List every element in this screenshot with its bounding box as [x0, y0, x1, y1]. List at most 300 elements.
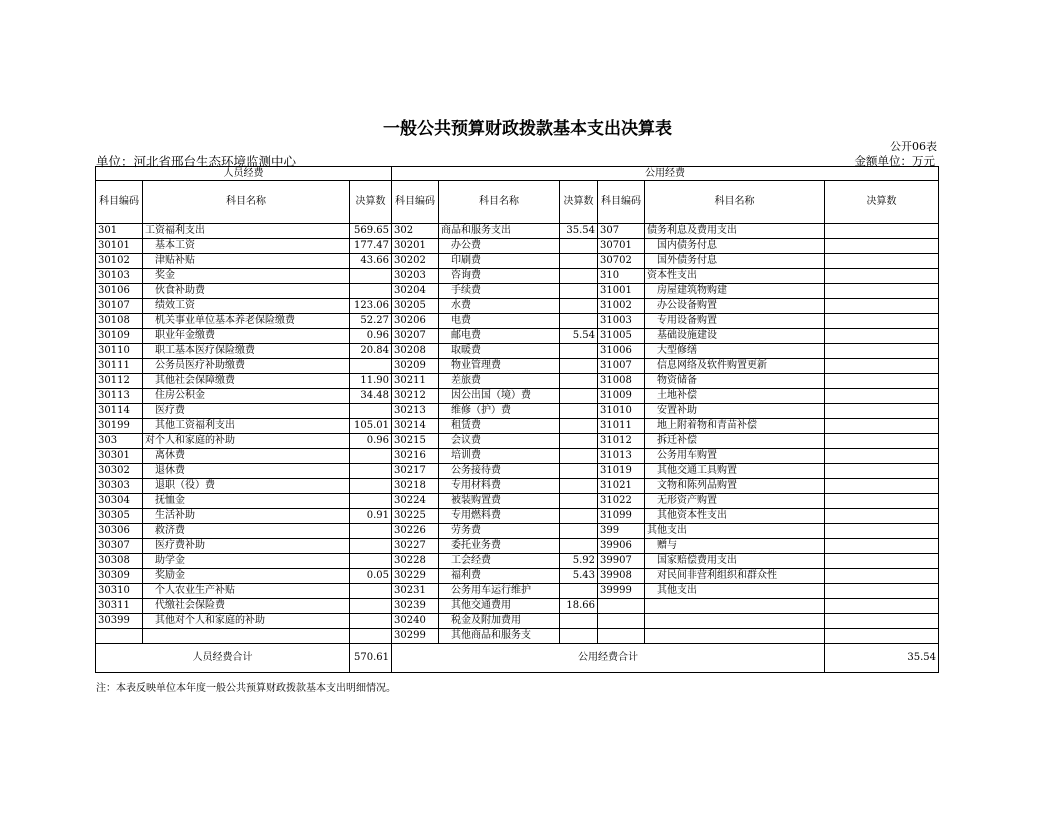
cell-name: 生活补助: [143, 509, 350, 524]
cell-amount: [825, 629, 939, 644]
cell-code: 30308: [96, 554, 143, 569]
cell-amount: 18.66: [560, 599, 598, 614]
table-row: [96, 404, 939, 419]
cell-code: 303: [96, 434, 143, 449]
public-total-value: 35.54: [825, 644, 939, 673]
table-row: [96, 389, 939, 404]
cell-code: [598, 614, 645, 629]
cell-code: 31013: [598, 449, 645, 464]
cell-code: 301: [96, 224, 143, 239]
cell-amount: [350, 629, 392, 644]
cell-name: 物资储备: [645, 374, 825, 389]
cell-name: 专用燃料费: [439, 509, 560, 524]
cell-code: 30299: [392, 629, 439, 644]
table-row: [96, 254, 939, 269]
cell-amount: [560, 449, 598, 464]
cell-code: 31010: [598, 404, 645, 419]
table-row: [96, 239, 939, 254]
table-row: [96, 314, 939, 329]
cell-amount: 105.01: [350, 419, 392, 434]
table-row: [96, 284, 939, 299]
cell-code: 30209: [392, 359, 439, 374]
cell-code: 31005: [598, 329, 645, 344]
cell-amount: 0.05: [350, 569, 392, 584]
cell-amount: [350, 554, 392, 569]
cell-code: 30114: [96, 404, 143, 419]
cell-name: 其他工资福利支出: [143, 419, 350, 434]
cell-code: 30217: [392, 464, 439, 479]
cell-amount: 569.65: [350, 224, 392, 239]
cell-name: 抚恤金: [143, 494, 350, 509]
table-row: [96, 299, 939, 314]
cell-name: 公务员医疗补助缴费: [143, 359, 350, 374]
cell-amount: 11.90: [350, 374, 392, 389]
cell-amount: [825, 269, 939, 284]
cell-code: 30224: [392, 494, 439, 509]
cell-amount: [825, 239, 939, 254]
table-row: [96, 599, 939, 614]
cell-amount: 5.92: [560, 554, 598, 569]
cell-amount: [560, 464, 598, 479]
cell-code: 31099: [598, 509, 645, 524]
cell-name: 公务用车运行维护: [439, 584, 560, 599]
cell-code: 30307: [96, 539, 143, 554]
cell-name: 水费: [439, 299, 560, 314]
cell-amount: 5.54: [560, 329, 598, 344]
cell-amount: [560, 524, 598, 539]
cell-amount: [560, 629, 598, 644]
cell-amount: [825, 584, 939, 599]
cell-name: 专用设备购置: [645, 314, 825, 329]
cell-name: 租赁费: [439, 419, 560, 434]
cell-amount: [825, 359, 939, 374]
cell-name: 退休费: [143, 464, 350, 479]
cell-amount: [825, 344, 939, 359]
cell-name: 培训费: [439, 449, 560, 464]
cell-name: 工会经费: [439, 554, 560, 569]
cell-name: 土地补偿: [645, 389, 825, 404]
cell-amount: [825, 539, 939, 554]
cell-name: [645, 629, 825, 644]
table-row: [96, 614, 939, 629]
table-row: [96, 569, 939, 584]
cell-code: 30202: [392, 254, 439, 269]
table-row: [96, 269, 939, 284]
cell-code: 30109: [96, 329, 143, 344]
cell-name: 医疗费补助: [143, 539, 350, 554]
cell-code: 30111: [96, 359, 143, 374]
cell-name: [645, 599, 825, 614]
cell-amount: [560, 434, 598, 449]
cell-amount: [825, 599, 939, 614]
cell-name: 伙食补助费: [143, 284, 350, 299]
header-amount: 决算数: [825, 181, 939, 224]
cell-amount: [350, 479, 392, 494]
cell-name: 房屋建筑物购建: [645, 284, 825, 299]
cell-amount: [825, 509, 939, 524]
cell-amount: [825, 224, 939, 239]
cell-name: 福利费: [439, 569, 560, 584]
cell-name: 其他商品和服务支: [439, 629, 560, 644]
cell-code: 30231: [392, 584, 439, 599]
cell-name: 国内债务付息: [645, 239, 825, 254]
cell-code: 30113: [96, 389, 143, 404]
table-row: [96, 374, 939, 389]
cell-amount: [825, 389, 939, 404]
header-amount: 决算数: [350, 181, 392, 224]
cell-code: 30309: [96, 569, 143, 584]
cell-amount: [350, 449, 392, 464]
header-name: 科目名称: [645, 181, 825, 224]
cell-name: 离休费: [143, 449, 350, 464]
cell-code: 30303: [96, 479, 143, 494]
cell-amount: [560, 614, 598, 629]
cell-amount: 35.54: [560, 224, 598, 239]
cell-name: 办公设备购置: [645, 299, 825, 314]
footnote: 注：本表反映单位本年度一般公共预算财政拨款基本支出明细情况。: [96, 683, 396, 694]
cell-amount: [560, 344, 598, 359]
cell-name: 对个人和家庭的补助: [143, 434, 350, 449]
cell-code: 310: [598, 269, 645, 284]
cell-code: 31009: [598, 389, 645, 404]
cell-name: 代缴社会保险费: [143, 599, 350, 614]
cell-code: 30225: [392, 509, 439, 524]
cell-code: 30112: [96, 374, 143, 389]
cell-code: 39908: [598, 569, 645, 584]
cell-code: 30301: [96, 449, 143, 464]
cell-amount: [560, 299, 598, 314]
cell-name: 津贴补贴: [143, 254, 350, 269]
cell-name: 公务用车购置: [645, 449, 825, 464]
cell-name: 商品和服务支出: [439, 224, 560, 239]
cell-code: 30101: [96, 239, 143, 254]
cell-amount: [560, 494, 598, 509]
cell-amount: [825, 254, 939, 269]
cell-amount: 20.84: [350, 344, 392, 359]
cell-name: 其他交通工具购置: [645, 464, 825, 479]
personnel-total-value: 570.61: [350, 644, 392, 673]
cell-code: [96, 629, 143, 644]
cell-name: 文物和陈列品购置: [645, 479, 825, 494]
cell-code: 30108: [96, 314, 143, 329]
cell-name: 其他支出: [645, 524, 825, 539]
cell-code: 30311: [96, 599, 143, 614]
cell-name: 奖金: [143, 269, 350, 284]
cell-name: 物业管理费: [439, 359, 560, 374]
cell-name: 公务接待费: [439, 464, 560, 479]
cell-amount: 34.48: [350, 389, 392, 404]
cell-code: 30702: [598, 254, 645, 269]
cell-name: 因公出国（境）费: [439, 389, 560, 404]
cell-amount: [350, 284, 392, 299]
cell-code: 31001: [598, 284, 645, 299]
cell-name: [645, 614, 825, 629]
cell-code: 31011: [598, 419, 645, 434]
cell-code: 30228: [392, 554, 439, 569]
header-code: 科目编码: [598, 181, 645, 224]
cell-amount: [825, 374, 939, 389]
public-total-label: 公用经费合计: [392, 644, 825, 673]
cell-code: 30216: [392, 449, 439, 464]
cell-name: 取暖费: [439, 344, 560, 359]
cell-name: 咨询费: [439, 269, 560, 284]
table-row: [96, 344, 939, 359]
cell-code: 31008: [598, 374, 645, 389]
header-name: 科目名称: [143, 181, 350, 224]
cell-code: 30208: [392, 344, 439, 359]
cell-name: 维修（护）费: [439, 404, 560, 419]
cell-amount: [560, 239, 598, 254]
page-title: 一般公共预算财政拨款基本支出决算表: [383, 119, 672, 139]
cell-amount: [825, 449, 939, 464]
cell-amount: [560, 584, 598, 599]
cell-code: 30239: [392, 599, 439, 614]
cell-code: 30701: [598, 239, 645, 254]
cell-name: 职工基本医疗保险缴费: [143, 344, 350, 359]
cell-code: 307: [598, 224, 645, 239]
table-row: [96, 509, 939, 524]
cell-amount: [825, 614, 939, 629]
cell-amount: 0.91: [350, 509, 392, 524]
cell-name: 办公费: [439, 239, 560, 254]
cell-name: 印刷费: [439, 254, 560, 269]
table-row: [96, 329, 939, 344]
cell-name: 安置补助: [645, 404, 825, 419]
cell-code: 30226: [392, 524, 439, 539]
cell-name: 国家赔偿费用支出: [645, 554, 825, 569]
table-row: [96, 464, 939, 479]
cell-code: 30229: [392, 569, 439, 584]
cell-code: 30240: [392, 614, 439, 629]
cell-amount: [560, 539, 598, 554]
cell-code: 30203: [392, 269, 439, 284]
cell-name: 被装购置费: [439, 494, 560, 509]
cell-amount: [560, 419, 598, 434]
cell-code: 31002: [598, 299, 645, 314]
cell-name: 专用材料费: [439, 479, 560, 494]
cell-code: [598, 599, 645, 614]
cell-code: 30213: [392, 404, 439, 419]
cell-name: 邮电费: [439, 329, 560, 344]
cell-name: 电费: [439, 314, 560, 329]
cell-code: 30201: [392, 239, 439, 254]
cell-code: 30212: [392, 389, 439, 404]
cell-amount: [350, 599, 392, 614]
cell-amount: [350, 359, 392, 374]
cell-name: 助学金: [143, 554, 350, 569]
cell-code: 30204: [392, 284, 439, 299]
group-public: 公用经费: [392, 167, 939, 181]
cell-amount: [560, 359, 598, 374]
cell-name: 劳务费: [439, 524, 560, 539]
cell-amount: [825, 299, 939, 314]
cell-name: 无形资产购置: [645, 494, 825, 509]
table-row: [96, 539, 939, 554]
cell-name: 基础设施建设: [645, 329, 825, 344]
cell-name: 基本工资: [143, 239, 350, 254]
totals-row: [96, 644, 939, 673]
cell-code: 39999: [598, 584, 645, 599]
cell-code: 30110: [96, 344, 143, 359]
cell-code: 31019: [598, 464, 645, 479]
cell-name: 住房公积金: [143, 389, 350, 404]
cell-amount: [825, 419, 939, 434]
cell-code: 30206: [392, 314, 439, 329]
cell-amount: [825, 464, 939, 479]
cell-code: 39907: [598, 554, 645, 569]
table-row: [96, 629, 939, 644]
cell-code: 30305: [96, 509, 143, 524]
cell-code: 30205: [392, 299, 439, 314]
column-header-row: [96, 181, 939, 224]
table-row: [96, 434, 939, 449]
cell-amount: 123.06: [350, 299, 392, 314]
cell-code: 31021: [598, 479, 645, 494]
cell-code: 31012: [598, 434, 645, 449]
cell-amount: [825, 404, 939, 419]
cell-amount: [350, 524, 392, 539]
header-code: 科目编码: [96, 181, 143, 224]
cell-code: 31006: [598, 344, 645, 359]
cell-name: 债务利息及费用支出: [645, 224, 825, 239]
cell-name: 资本性支出: [645, 269, 825, 284]
cell-amount: [825, 494, 939, 509]
cell-name: [143, 629, 350, 644]
personnel-total-label: 人员经费合计: [96, 644, 350, 673]
cell-name: 国外债务付息: [645, 254, 825, 269]
cell-code: 39906: [598, 539, 645, 554]
cell-name: 其他资本性支出: [645, 509, 825, 524]
cell-amount: [825, 524, 939, 539]
cell-amount: 43.66: [350, 254, 392, 269]
table-row: [96, 524, 939, 539]
cell-amount: [560, 404, 598, 419]
cell-amount: [560, 479, 598, 494]
cell-name: 对民间非营利组织和群众性: [645, 569, 825, 584]
cell-name: 救济费: [143, 524, 350, 539]
cell-code: 30107: [96, 299, 143, 314]
cell-amount: [825, 554, 939, 569]
cell-name: 赠与: [645, 539, 825, 554]
cell-name: 机关事业单位基本养老保险缴费: [143, 314, 350, 329]
cell-code: 30304: [96, 494, 143, 509]
cell-code: 30218: [392, 479, 439, 494]
cell-amount: [560, 389, 598, 404]
cell-amount: [350, 539, 392, 554]
cell-code: 30306: [96, 524, 143, 539]
cell-code: 30199: [96, 419, 143, 434]
cell-name: 医疗费: [143, 404, 350, 419]
cell-name: 手续费: [439, 284, 560, 299]
cell-code: 30310: [96, 584, 143, 599]
cell-amount: [350, 584, 392, 599]
cell-amount: [560, 374, 598, 389]
expenditure-table: [95, 166, 939, 673]
cell-code: 30214: [392, 419, 439, 434]
cell-code: 30102: [96, 254, 143, 269]
cell-name: 职业年金缴费: [143, 329, 350, 344]
table-row: [96, 494, 939, 509]
cell-name: 会议费: [439, 434, 560, 449]
cell-amount: [350, 404, 392, 419]
cell-amount: [825, 569, 939, 584]
cell-name: 委托业务费: [439, 539, 560, 554]
cell-code: 31007: [598, 359, 645, 374]
cell-amount: 177.47: [350, 239, 392, 254]
table-row: [96, 479, 939, 494]
cell-amount: 0.96: [350, 434, 392, 449]
cell-name: 地上附着物和青苗补偿: [645, 419, 825, 434]
cell-code: [598, 629, 645, 644]
cell-code: 399: [598, 524, 645, 539]
money-unit-label: 金额单位：万元: [854, 154, 935, 168]
cell-amount: [350, 614, 392, 629]
cell-code: 30399: [96, 614, 143, 629]
cell-amount: [825, 284, 939, 299]
header-code: 科目编码: [392, 181, 439, 224]
cell-name: 其他对个人和家庭的补助: [143, 614, 350, 629]
cell-name: 信息网络及软件购置更新: [645, 359, 825, 374]
cell-amount: 0.96: [350, 329, 392, 344]
cell-code: 31003: [598, 314, 645, 329]
cell-name: 税金及附加费用: [439, 614, 560, 629]
table-row: [96, 224, 939, 239]
group-personnel: 人员经费: [96, 167, 392, 181]
cell-amount: [560, 269, 598, 284]
cell-amount: [825, 329, 939, 344]
cell-amount: [825, 314, 939, 329]
table-row: [96, 584, 939, 599]
cell-amount: 52.27: [350, 314, 392, 329]
table-row: [96, 419, 939, 434]
cell-name: 个人农业生产补贴: [143, 584, 350, 599]
cell-name: 退职（役）费: [143, 479, 350, 494]
cell-amount: [350, 269, 392, 284]
header-name: 科目名称: [439, 181, 560, 224]
cell-amount: [350, 494, 392, 509]
cell-code: 30207: [392, 329, 439, 344]
cell-code: 31022: [598, 494, 645, 509]
cell-code: 30215: [392, 434, 439, 449]
cell-name: 差旅费: [439, 374, 560, 389]
cell-code: 30103: [96, 269, 143, 284]
cell-name: 工资福利支出: [143, 224, 350, 239]
cell-name: 其他社会保障缴费: [143, 374, 350, 389]
cell-code: 30211: [392, 374, 439, 389]
cell-name: 奖励金: [143, 569, 350, 584]
cell-name: 其他交通费用: [439, 599, 560, 614]
table-row: [96, 359, 939, 374]
cell-code: 30106: [96, 284, 143, 299]
table-row: [96, 554, 939, 569]
cell-name: 大型修缮: [645, 344, 825, 359]
cell-amount: [825, 479, 939, 494]
cell-amount: [560, 254, 598, 269]
table-code: 公开06表: [890, 140, 937, 153]
cell-amount: [350, 464, 392, 479]
header-amount: 决算数: [560, 181, 598, 224]
group-header-row: [96, 167, 939, 181]
cell-code: 30302: [96, 464, 143, 479]
cell-amount: [560, 509, 598, 524]
cell-name: 绩效工资: [143, 299, 350, 314]
cell-code: 302: [392, 224, 439, 239]
unit-label: 单位：河北省邢台生态环境监测中心: [96, 154, 297, 169]
cell-amount: [825, 434, 939, 449]
cell-amount: [560, 284, 598, 299]
cell-code: 30227: [392, 539, 439, 554]
cell-name: 其他支出: [645, 584, 825, 599]
